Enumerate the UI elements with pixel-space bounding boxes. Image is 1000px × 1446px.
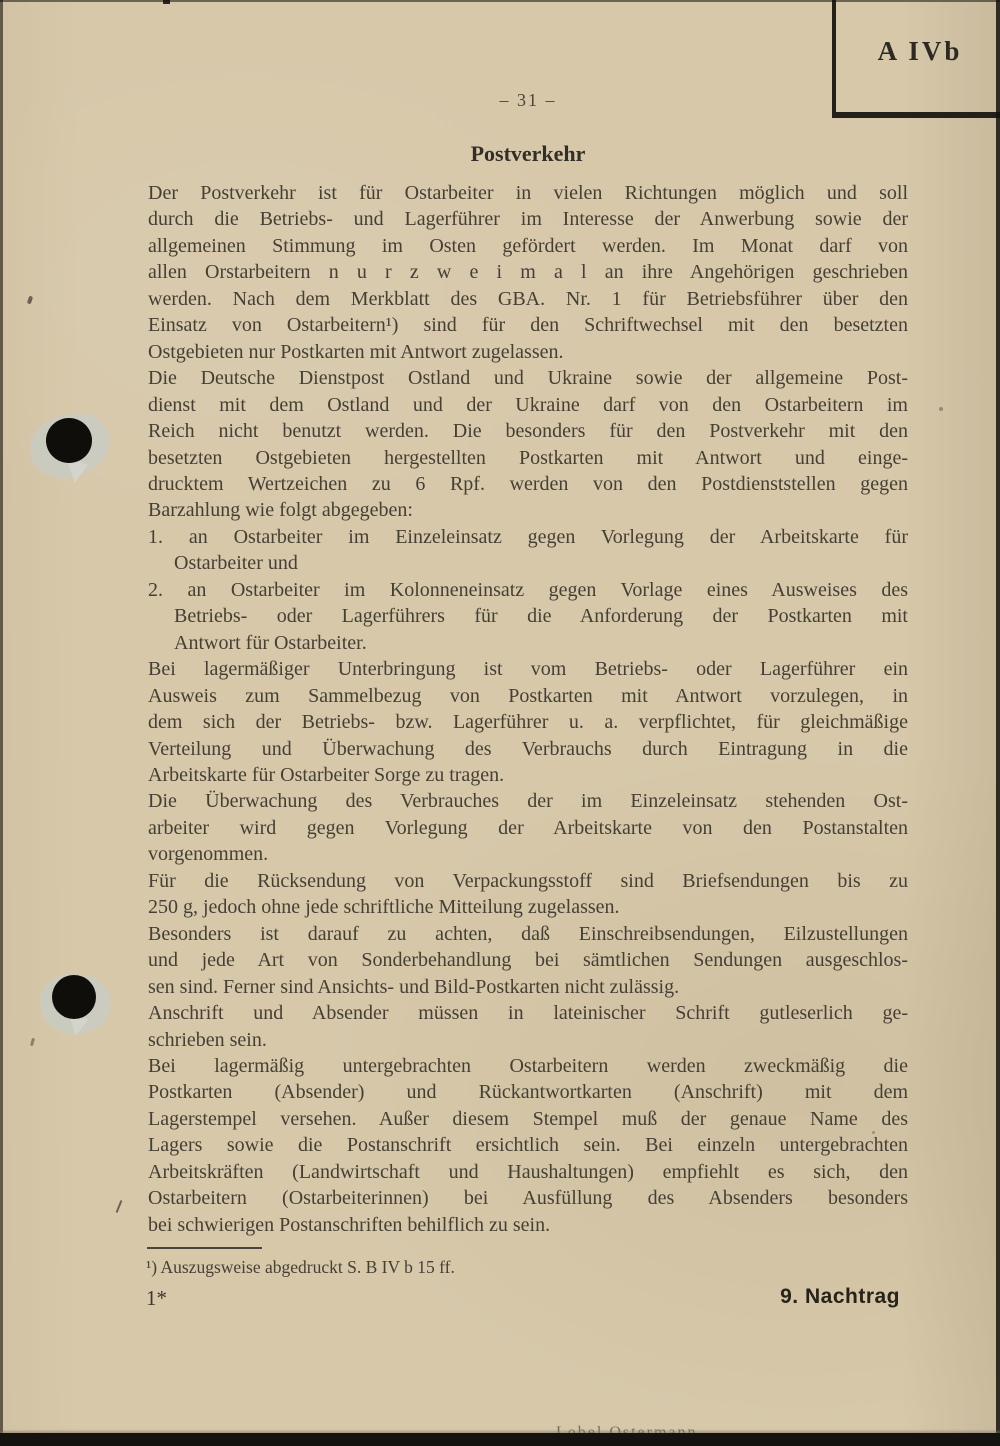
text-line: dem sich der Betriebs- bzw. Lagerführer u. a. verpflichtet, für gleichmäßige — [148, 711, 908, 734]
text-line: 250 g, jedoch ohne jede schriftliche Mitteilung zugelassen. — [148, 896, 620, 919]
text-line: und jede Art von Sonderbehandlung bei sämtlichen Sendungen ausgeschlos- — [148, 949, 908, 972]
text-line: Barzahlung wie folgt abgegeben: — [148, 499, 413, 522]
text-line: durch die Betriebs- und Lagerführer im Interesse der Anwerbung sowie der — [148, 208, 908, 231]
body-text — [148, 180, 908, 1238]
scan-speck — [116, 1200, 123, 1213]
footnote: ¹) Auszugsweise abgedruckt S. B IV b 15 ff. — [146, 1257, 455, 1277]
footnote-divider — [147, 1247, 262, 1249]
text-line: Der Postverkehr ist für Ostarbeiter in vielen Richtungen möglich und soll — [148, 182, 908, 204]
list-item — [148, 577, 908, 656]
page-number: – 31 – — [499, 90, 557, 110]
text-line: Die Deutsche Dienstpost Ostland und Ukraine sowie der allgemeine Post- — [148, 367, 908, 390]
paragraph — [148, 180, 908, 365]
scan-edge — [996, 0, 1000, 1446]
text-line: dienst mit dem Ostland und der Ukraine darf von den Ostarbeitern im — [148, 393, 908, 416]
text-line: werden. Nach dem Merkblatt des GBA. Nr. 1 für Betriebsführer über den — [148, 287, 908, 310]
text-line: Lagers sowie die Postanschrift ersichtlich sein. Bei einzeln untergebrachten — [148, 1134, 908, 1157]
text-line: Ostarbeitern (Ostarbeiterinnen) bei Ausfüllung des Absenders besonders — [148, 1187, 908, 1210]
text-line: schrieben sein. — [148, 1028, 267, 1051]
text-line: Lagerstempel versehen. Außer diesem Stempel muß der genaue Name des — [148, 1107, 908, 1130]
paragraph — [148, 1053, 908, 1238]
text-line: besetzten Ostgebieten hergestellten Postkarten mit Antwort und einge- — [148, 446, 908, 469]
text-line: Arbeitskräften (Landwirtschaft und Haushaltungen) empfiehlt es sich, den — [148, 1160, 908, 1183]
paragraph — [148, 788, 908, 867]
signature-mark: 1* — [146, 1286, 167, 1310]
text-line: bei schwierigen Postanschriften behilflich zu sein. — [148, 1213, 551, 1236]
paragraph — [148, 365, 908, 524]
punch-hole-core — [52, 975, 96, 1019]
scan-edge — [0, 1433, 1000, 1446]
text-line: arbeiter wird gegen Vorlegung der Arbeitskarte von den Postanstalten — [148, 816, 908, 839]
text-line: Verteilung und Überwachung des Verbrauchs durch Eintragung in die — [148, 737, 908, 760]
text-line: 2. an Ostarbeiter im Kolonneneinsatz gegen Vorlage eines Ausweises des — [148, 578, 908, 601]
scan-speck — [939, 407, 943, 411]
text-line: Einsatz von Ostarbeitern¹) sind für den Schriftwechsel mit den besetzten — [148, 314, 908, 337]
text-line: Besonders ist darauf zu achten, daß Einschreibsendungen, Eilzustellungen — [148, 922, 908, 945]
section-label: A IVb — [877, 36, 963, 66]
text-line: allgemeinen Stimmung im Osten gefördert werden. Im Monat darf von — [148, 234, 908, 257]
text-line: Bei lagermäßig untergebrachten Ostarbeitern werden zweckmäßig die — [148, 1054, 908, 1077]
text-line: Anschrift und Absender müssen in lateinischer Schrift gutleserlich ge- — [148, 1002, 908, 1025]
text-line: allen Orstarbeitern n u r z w e i m a l an ihre Angehörigen geschrieben — [148, 261, 908, 284]
text-line: Ostgebieten nur Postkarten mit Antwort zugelassen. — [148, 340, 564, 363]
supplement-label: 9. Nachtrag — [780, 1285, 900, 1308]
text-line: Die Überwachung des Verbrauches der im Einzeleinsatz stehenden Ost- — [148, 790, 908, 813]
section-label-box — [832, 0, 1000, 118]
paragraph — [148, 1000, 908, 1053]
text-line: Ausweis zum Sammelbezug von Postkarten mit Antwort vorzulegen, in — [148, 684, 908, 707]
scan-speck — [30, 1038, 35, 1047]
text-line: 1. an Ostarbeiter im Einzeleinsatz gegen Vorlegung der Arbeitskarte für — [148, 525, 908, 548]
page-title: Postverkehr — [470, 141, 586, 166]
paragraph — [148, 921, 908, 1000]
text-line: Arbeitskarte für Ostarbeiter Sorge zu tragen. — [148, 763, 505, 786]
scan-speck — [27, 296, 33, 305]
scan-speck — [872, 1131, 875, 1134]
list-item — [148, 524, 908, 577]
text-line: drucktem Wertzeichen zu 6 Rpf. werden von den Postdienststellen gegen — [148, 472, 908, 495]
paragraph — [148, 868, 908, 921]
text-line: Ostarbeiter und — [174, 552, 298, 575]
text-line: vorgenommen. — [148, 843, 269, 866]
text-line: Betriebs- oder Lagerführers für die Anforderung der Postkarten mit — [174, 605, 908, 628]
text-line: sen sind. Ferner sind Ansichts- und Bild-Postkarten nicht zulässig. — [148, 975, 680, 998]
text-line: Reich nicht benutzt werden. Die besonders für den Postverkehr mit den — [148, 420, 908, 443]
text-line: Bei lagermäßiger Unterbringung ist vom Betriebs- oder Lagerführer ein — [148, 658, 908, 681]
scan-edge — [0, 0, 3, 1446]
paragraph — [148, 656, 908, 788]
scan-edge — [0, 0, 1000, 2]
text-line: Für die Rücksendung von Verpackungsstoff sind Briefsendungen bis zu — [148, 869, 908, 892]
text-line: Antwort für Ostarbeiter. — [174, 631, 367, 654]
punch-hole-core — [46, 418, 92, 463]
text-line: Postkarten (Absender) und Rückantwortkarten (Anschrift) mit dem — [148, 1081, 908, 1104]
